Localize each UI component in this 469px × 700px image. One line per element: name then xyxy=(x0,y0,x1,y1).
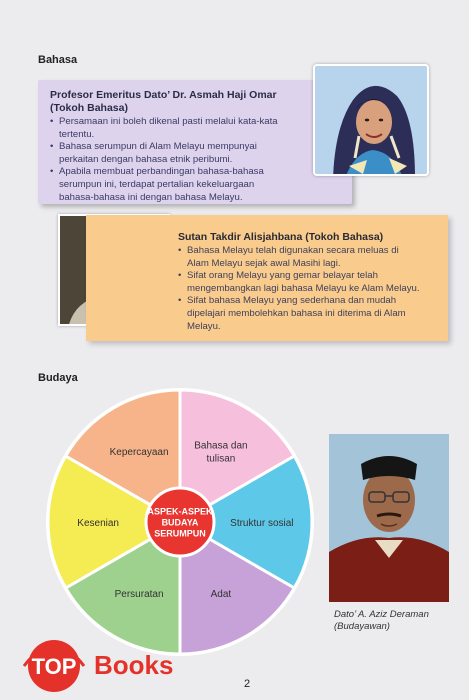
topbooks-watermark-logo xyxy=(10,630,200,694)
tokoh-role: (Tokoh Bahasa) xyxy=(50,102,128,114)
tokoh-name: Profesor Emeritus Dato’ Dr. Asmah Haji Omar xyxy=(50,89,277,101)
wheel-segment-label: Persuratan xyxy=(114,588,164,600)
tokoh-bullets xyxy=(178,245,436,333)
section-heading-budaya: Budaya xyxy=(38,372,78,384)
section-heading-bahasa: Bahasa xyxy=(38,54,78,66)
wheel-segment-label: tulisan xyxy=(206,453,236,465)
photo-caption: Dato’ A. Aziz Deraman (Budayawan) xyxy=(334,609,429,632)
bullet-item: • Persamaan ini boleh dikenal pasti melalui kata-kata tertentu. xyxy=(50,116,340,141)
page-number: 2 xyxy=(244,678,251,690)
svg-text:Books: Books xyxy=(94,650,174,680)
wheel-segment-label: Bahasa dan xyxy=(194,440,248,452)
bullet-item: • Sifat bahasa Melayu yang sederhana dan mudah dipelajari membolehkan bahasa ini diterima di Alam Melayu. xyxy=(178,295,436,333)
wheel-segment-label: Kesenian xyxy=(77,518,120,529)
tokoh-card-sutan xyxy=(86,215,448,341)
bullet-item: • Bahasa serumpun di Alam Melayu mempunyai perkaitan dengan bahasa etnik peribumi. xyxy=(50,141,340,166)
portrait-aziz-photo xyxy=(329,434,449,602)
wheel-center-label: BUDAYA xyxy=(161,517,199,528)
svg-text:TOP: TOP xyxy=(31,654,77,679)
tokoh-bullets xyxy=(50,116,340,204)
bullet-item: • Bahasa Melayu telah digunakan secara meluas di Alam Melayu sejak awal Masihi lagi. xyxy=(178,245,436,270)
wheel-center-label: ASPEK-ASPEK xyxy=(147,506,213,517)
wheel-segment-label: Struktur sosial xyxy=(230,518,294,529)
tokoh-name: Sutan Takdir Alisjahbana (Tokoh Bahasa) xyxy=(178,231,384,243)
bullet-item: • Apabila membuat perbandingan bahasa-bahasa serumpun ini, terdapat pertalian kekeluargaan bahasa-bahasa ini dengan bahasa Melayu. xyxy=(50,166,340,204)
budaya-aspect-wheel xyxy=(44,386,316,658)
wheel-segment-label: Adat xyxy=(210,588,232,600)
wheel-segment-label: Kepercayaan xyxy=(109,447,169,459)
wheel-center-label: SERUMPUN xyxy=(154,528,206,539)
portrait-asmah-photo xyxy=(313,64,429,176)
bullet-item: • Sifat orang Melayu yang gemar belayar telah mengembangkan lagi bahasa Melayu ke Alam Melayu. xyxy=(178,270,436,295)
tokoh-card-asmah xyxy=(38,80,352,204)
